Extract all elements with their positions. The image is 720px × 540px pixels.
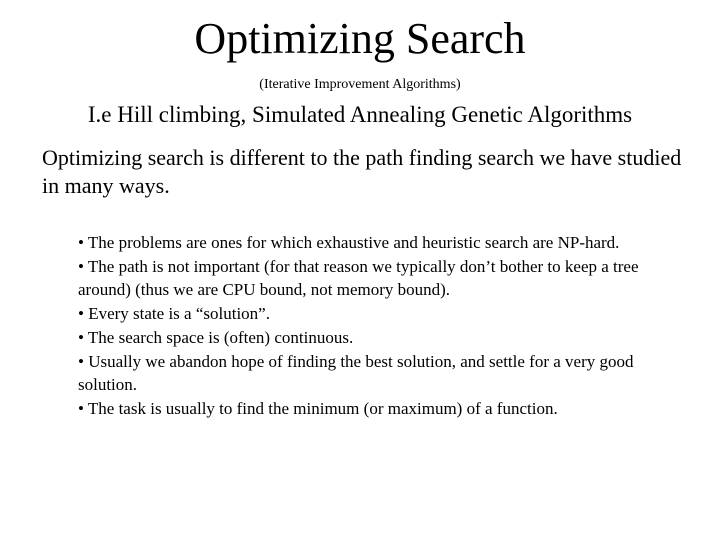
bullet-icon: • [78, 327, 84, 347]
bullet-icon: • [78, 233, 84, 252]
bullet-icon: • [78, 351, 84, 371]
bullet-text: Usually we abandon hope of finding the best solution, and settle for a very good solution. [78, 351, 634, 395]
bullet-text: The problems are ones for which exhaustive and heuristic search are NP-hard. [87, 233, 620, 252]
bullet-list [78, 231, 678, 421]
bullet-icon: • [78, 256, 84, 276]
bullet-icon: • [78, 398, 84, 418]
slide-subtitle: (Iterative Improvement Algorithms) [259, 77, 461, 92]
bullet-item [78, 231, 678, 255]
bullet-icon: • [78, 304, 84, 324]
slide-title: Optimizing Search [194, 14, 526, 63]
bullet-text: The task is usually to find the minimum (or maximum) of a function. [87, 398, 558, 418]
bullet-text: The path is not important (for that reason we typically don’t bother to keep a tree around) (thus we are CPU bound, not memory bound). [78, 256, 639, 300]
bullet-text: The search space is (often) continuous. [87, 327, 354, 347]
slide-heading: I.e Hill climbing, Simulated Annealing Genetic Algorithms [87, 102, 633, 127]
bullet-item [78, 326, 678, 350]
bullet-item [78, 255, 678, 302]
bullet-item [78, 397, 678, 421]
bullet-item [78, 350, 678, 397]
bullet-item [78, 302, 678, 326]
intro-paragraph: Optimizing search is different to the path finding search we have studied in many ways. [42, 145, 682, 198]
bullet-text: Every state is a “solution”. [88, 304, 270, 324]
